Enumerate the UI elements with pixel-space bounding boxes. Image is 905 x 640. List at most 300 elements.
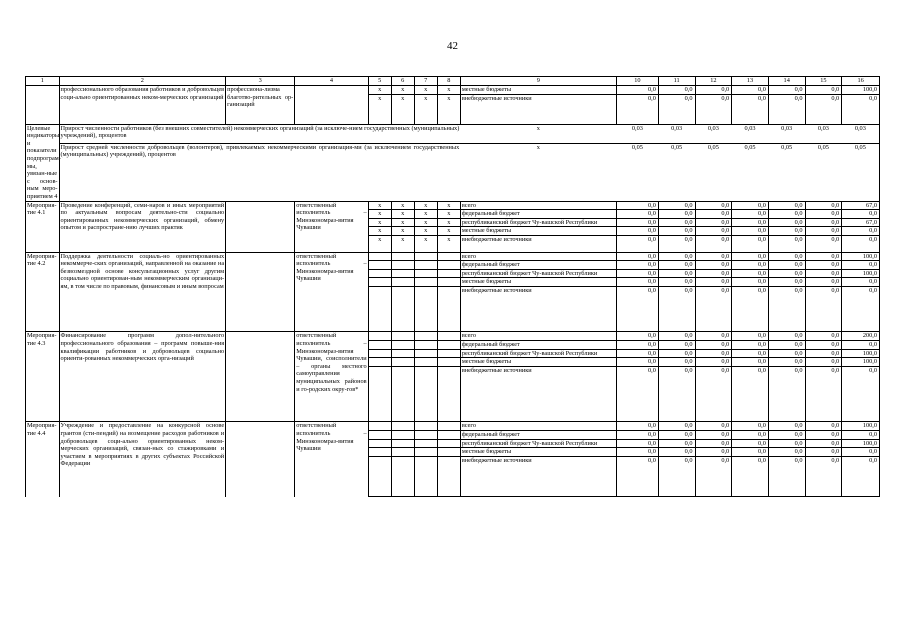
x-cell: x <box>391 201 414 210</box>
x-cell <box>437 422 460 431</box>
value-cell: 0,0 <box>732 456 769 497</box>
activity-desc: профессионального образования работников и добровольцев соци-ально ориентированных неком-мерческих организаций <box>59 86 226 125</box>
value-cell: 0,0 <box>768 269 805 278</box>
value-cell: 0,0 <box>616 439 658 448</box>
value-cell: 0,0 <box>658 341 695 350</box>
indicator-value: 0,05 <box>842 143 880 201</box>
header-cell: 6 <box>391 77 414 86</box>
x-cell: x <box>437 235 460 252</box>
activity-id: Мероприя-тие 4.2 <box>26 252 60 332</box>
x-cell <box>368 341 391 350</box>
value-cell: 0,0 <box>842 286 880 332</box>
x-cell <box>391 439 414 448</box>
value-cell: 0,0 <box>768 261 805 270</box>
value-cell: 0,0 <box>695 210 732 219</box>
value-cell: 0,0 <box>732 218 769 227</box>
value-cell: 0,0 <box>695 366 732 422</box>
value-cell: 0,0 <box>658 269 695 278</box>
value-cell: 0,0 <box>768 358 805 367</box>
x-cell <box>368 252 391 261</box>
source-cell: всего <box>460 332 616 341</box>
x-cell <box>391 422 414 431</box>
x-cell <box>368 278 391 287</box>
value-cell: 0,0 <box>805 332 842 341</box>
value-cell: 0,0 <box>732 94 769 124</box>
x-cell <box>437 261 460 270</box>
x-cell <box>368 439 391 448</box>
value-cell: 67,0 <box>842 201 880 210</box>
value-cell: 0,0 <box>732 261 769 270</box>
source-cell: внебюджетные источники <box>460 286 616 332</box>
value-cell: 0,0 <box>658 286 695 332</box>
value-cell: 0,0 <box>768 366 805 422</box>
value-cell: 0,0 <box>732 86 769 95</box>
x-cell: x <box>368 210 391 219</box>
source-cell: внебюджетные источники <box>460 456 616 497</box>
x-cell <box>391 358 414 367</box>
indicator-value: 0,03 <box>768 124 805 143</box>
x-cell: x <box>414 94 437 124</box>
value-cell: 0,0 <box>805 448 842 457</box>
x-cell: x <box>460 143 616 201</box>
activity-id: Мероприя-тие 4.1 <box>26 201 60 252</box>
value-cell: 0,0 <box>768 286 805 332</box>
x-cell: x <box>414 227 437 236</box>
activity-id: Мероприя-тие 4.4 <box>26 422 60 497</box>
value-cell: 0,0 <box>842 366 880 422</box>
activity-id: Мероприя-тие 4.3 <box>26 332 60 422</box>
value-cell: 0,0 <box>768 235 805 252</box>
empty-cell <box>26 86 60 125</box>
x-cell: x <box>368 201 391 210</box>
value-cell: 0,0 <box>732 422 769 431</box>
value-cell: 0,0 <box>805 439 842 448</box>
value-cell: 0,0 <box>695 278 732 287</box>
x-cell <box>391 431 414 440</box>
value-cell: 0,0 <box>768 210 805 219</box>
x-cell <box>414 439 437 448</box>
value-cell: 0,0 <box>616 341 658 350</box>
value-cell: 0,0 <box>616 227 658 236</box>
value-cell: 0,0 <box>732 286 769 332</box>
header-cell: 7 <box>414 77 437 86</box>
value-cell: 0,0 <box>768 422 805 431</box>
value-cell: 0,0 <box>768 332 805 341</box>
value-cell: 0,0 <box>658 218 695 227</box>
value-cell: 0,0 <box>805 286 842 332</box>
value-cell: 0,0 <box>805 261 842 270</box>
value-cell: 0,0 <box>658 94 695 124</box>
x-cell <box>368 358 391 367</box>
x-cell: x <box>391 94 414 124</box>
header-cell: 5 <box>368 77 391 86</box>
source-cell: федеральный бюджет <box>460 210 616 219</box>
indicator-value: 0,05 <box>695 143 732 201</box>
activity-desc: Проведение конференций, семи-наров и иных мероприятий по актуальным вопросам деятельно-сти социально ориентированных некоммерческих организаций, обмену опытом и распростране-нию лучших практик <box>59 201 226 252</box>
value-cell: 0,0 <box>616 431 658 440</box>
indicator-value: 0,03 <box>842 124 880 143</box>
value-cell: 0,0 <box>732 252 769 261</box>
value-cell: 0,0 <box>658 210 695 219</box>
value-cell: 0,0 <box>658 349 695 358</box>
value-cell: 100,0 <box>842 439 880 448</box>
value-cell: 100,0 <box>842 358 880 367</box>
value-cell: 0,0 <box>616 261 658 270</box>
value-cell: 0,0 <box>768 218 805 227</box>
value-cell: 100,0 <box>842 252 880 261</box>
x-cell <box>368 366 391 422</box>
x-cell: x <box>368 235 391 252</box>
x-cell <box>368 261 391 270</box>
value-cell: 0,0 <box>695 235 732 252</box>
x-cell <box>414 349 437 358</box>
x-cell <box>437 252 460 261</box>
x-cell: x <box>437 94 460 124</box>
value-cell: 0,0 <box>768 94 805 124</box>
x-cell <box>414 269 437 278</box>
value-cell: 0,0 <box>616 366 658 422</box>
x-cell <box>391 349 414 358</box>
x-cell <box>391 366 414 422</box>
x-cell: x <box>391 210 414 219</box>
x-cell: x <box>437 201 460 210</box>
x-cell <box>437 332 460 341</box>
header-cell: 15 <box>805 77 842 86</box>
goal-cell <box>226 201 295 252</box>
value-cell: 0,0 <box>805 456 842 497</box>
x-cell: x <box>391 235 414 252</box>
value-cell: 0,0 <box>732 227 769 236</box>
header-row <box>26 77 880 86</box>
value-cell: 0,0 <box>732 210 769 219</box>
header-cell: 10 <box>616 77 658 86</box>
value-cell: 0,0 <box>768 227 805 236</box>
x-cell: x <box>391 86 414 95</box>
value-cell: 0,0 <box>805 422 842 431</box>
value-cell: 0,0 <box>695 439 732 448</box>
value-cell: 100,0 <box>842 269 880 278</box>
activity-desc: Учреждение и предоставление на конкурсной основе грантов (сти-пендий) на возмещение расходов работников и добровольцев соци-ально ориентированных неком-мерческих организаций, связан-ных со стажировками и участием в мероприятиях в других субъектах Российской Федерации <box>59 422 226 497</box>
value-cell: 0,0 <box>805 252 842 261</box>
value-cell: 0,0 <box>805 278 842 287</box>
indicator-value: 0,03 <box>695 124 732 143</box>
value-cell: 0,0 <box>732 341 769 350</box>
table-row <box>26 201 880 210</box>
table-row <box>26 422 880 431</box>
x-cell <box>368 286 391 332</box>
value-cell: 0,0 <box>805 210 842 219</box>
x-cell: x <box>414 218 437 227</box>
source-cell: местные бюджеты <box>460 448 616 457</box>
x-cell: x <box>437 210 460 219</box>
value-cell: 0,0 <box>616 358 658 367</box>
x-cell: x <box>391 227 414 236</box>
x-cell: x <box>460 124 616 143</box>
x-cell <box>414 366 437 422</box>
value-cell: 0,0 <box>842 235 880 252</box>
value-cell: 0,0 <box>658 86 695 95</box>
source-cell: республиканский бюджет Чу-вашской Республики <box>460 218 616 227</box>
value-cell: 0,0 <box>768 278 805 287</box>
indicators-label: Целевые индикаторы и показатели подпрограм-мы, увязан-ные с основ-ным меро-приятием 4 <box>27 124 61 200</box>
x-cell <box>368 269 391 278</box>
value-cell: 0,0 <box>616 235 658 252</box>
source-cell: местные бюджеты <box>460 227 616 236</box>
value-cell: 0,0 <box>695 218 732 227</box>
x-cell <box>437 366 460 422</box>
responsible-cell: ответственный исполнитель – Минэкономраз-вития Чувашии <box>295 201 368 252</box>
header-cell: 12 <box>695 77 732 86</box>
x-cell: x <box>414 210 437 219</box>
value-cell: 0,0 <box>732 235 769 252</box>
x-cell <box>391 278 414 287</box>
value-cell: 0,0 <box>616 448 658 457</box>
value-cell: 0,0 <box>768 252 805 261</box>
value-cell: 0,0 <box>695 332 732 341</box>
value-cell: 0,0 <box>842 278 880 287</box>
value-cell: 0,0 <box>805 358 842 367</box>
x-cell <box>414 422 437 431</box>
value-cell: 0,0 <box>616 269 658 278</box>
value-cell: 0,0 <box>695 269 732 278</box>
value-cell: 0,0 <box>805 366 842 422</box>
x-cell <box>391 448 414 457</box>
x-cell <box>437 341 460 350</box>
value-cell: 0,0 <box>768 431 805 440</box>
source-cell: республиканский бюджет Чу-вашской Республики <box>460 349 616 358</box>
value-cell: 0,0 <box>768 201 805 210</box>
indicator-value: 0,03 <box>658 124 695 143</box>
responsible-cell: ответственный исполнитель – Минэкономраз-вития Чувашии <box>295 252 368 332</box>
indicator-text: Прирост средней численности добровольцев (волонтеров), привлекаемых некоммерческими организация-ми (за исключением государственных (муниципальных) учреждений), процентов <box>59 143 460 201</box>
value-cell: 0,0 <box>842 456 880 497</box>
x-cell <box>368 349 391 358</box>
indicator-value: 0,05 <box>768 143 805 201</box>
source-cell: федеральный бюджет <box>460 431 616 440</box>
x-cell <box>368 431 391 440</box>
value-cell: 0,0 <box>732 448 769 457</box>
source-cell: местные бюджеты <box>460 278 616 287</box>
responsible-cell: ответственный исполнитель – Минэкономраз-вития Чувашии, соисполнители – органы местного самоуправления муниципальных районов и го-родских окру-гов* <box>295 332 368 422</box>
value-cell: 0,0 <box>658 227 695 236</box>
value-cell: 0,0 <box>658 332 695 341</box>
x-cell <box>437 349 460 358</box>
indicator-value: 0,03 <box>732 124 769 143</box>
value-cell: 0,0 <box>768 448 805 457</box>
x-cell <box>414 358 437 367</box>
value-cell: 0,0 <box>805 94 842 124</box>
value-cell: 0,0 <box>658 252 695 261</box>
value-cell: 0,0 <box>658 278 695 287</box>
value-cell: 0,0 <box>695 349 732 358</box>
value-cell: 0,0 <box>616 86 658 95</box>
source-cell: внебюджетные источники <box>460 235 616 252</box>
header-cell: 4 <box>295 77 368 86</box>
value-cell: 100,0 <box>842 86 880 95</box>
x-cell <box>414 332 437 341</box>
value-cell: 0,0 <box>658 448 695 457</box>
value-cell: 0,0 <box>768 86 805 95</box>
value-cell: 0,0 <box>658 358 695 367</box>
source-cell: федеральный бюджет <box>460 261 616 270</box>
source-cell: внебюджетные источники <box>460 366 616 422</box>
value-cell: 0,0 <box>695 201 732 210</box>
value-cell: 0,0 <box>768 349 805 358</box>
value-cell: 0,0 <box>695 456 732 497</box>
goal-cell <box>226 252 295 332</box>
value-cell: 0,0 <box>616 278 658 287</box>
indicator-value: 0,05 <box>805 143 842 201</box>
value-cell: 0,0 <box>768 341 805 350</box>
x-cell: x <box>437 227 460 236</box>
indicator-row <box>26 143 880 201</box>
value-cell: 0,0 <box>732 358 769 367</box>
header-cell: 2 <box>59 77 226 86</box>
x-cell <box>368 422 391 431</box>
x-cell <box>437 269 460 278</box>
activity-desc: Финансирование программ допол-нительного профессионального образования – программ повыше-ния квалификации работников и добровольцев социально ориенти-рованных некоммерческих орга-низаций <box>59 332 226 422</box>
x-cell: x <box>414 201 437 210</box>
program-table <box>25 76 880 497</box>
x-cell: x <box>437 86 460 95</box>
x-cell: x <box>368 86 391 95</box>
value-cell: 0,0 <box>842 431 880 440</box>
value-cell: 0,0 <box>805 218 842 227</box>
value-cell: 0,0 <box>616 286 658 332</box>
x-cell: x <box>368 94 391 124</box>
x-cell <box>437 286 460 332</box>
source-cell: местные бюджеты <box>460 358 616 367</box>
x-cell <box>414 456 437 497</box>
x-cell <box>437 358 460 367</box>
value-cell: 0,0 <box>695 252 732 261</box>
x-cell <box>391 286 414 332</box>
x-cell <box>391 252 414 261</box>
value-cell: 0,0 <box>732 332 769 341</box>
value-cell: 0,0 <box>616 252 658 261</box>
indicator-value: 0,03 <box>616 124 658 143</box>
value-cell: 0,0 <box>658 366 695 422</box>
value-cell: 0,0 <box>732 201 769 210</box>
value-cell: 0,0 <box>695 431 732 440</box>
x-cell <box>414 431 437 440</box>
value-cell: 0,0 <box>695 358 732 367</box>
indicator-row <box>26 124 880 143</box>
x-cell <box>368 448 391 457</box>
header-cell: 9 <box>460 77 616 86</box>
value-cell: 0,0 <box>695 227 732 236</box>
header-cell: 11 <box>658 77 695 86</box>
x-cell <box>414 448 437 457</box>
value-cell: 0,0 <box>616 456 658 497</box>
indicator-value: 0,05 <box>658 143 695 201</box>
goal-cell: профессиона-лизма благотво-рительных ор-ганизаций <box>226 86 295 125</box>
value-cell: 0,0 <box>616 349 658 358</box>
value-cell: 0,0 <box>732 366 769 422</box>
value-cell: 0,0 <box>842 227 880 236</box>
value-cell: 0,0 <box>616 201 658 210</box>
header-cell: 1 <box>26 77 60 86</box>
source-cell: республиканский бюджет Чу-вашской Республики <box>460 439 616 448</box>
value-cell: 0,0 <box>805 86 842 95</box>
value-cell: 0,0 <box>658 261 695 270</box>
value-cell: 0,0 <box>805 269 842 278</box>
header-cell: 14 <box>768 77 805 86</box>
value-cell: 0,0 <box>616 210 658 219</box>
value-cell: 0,0 <box>805 349 842 358</box>
value-cell: 0,0 <box>732 278 769 287</box>
value-cell: 0,0 <box>695 94 732 124</box>
activity-desc: Поддержка деятельности социаль-но ориентированных некоммерче-ских организаций, направленной на оказание на безвозмездной основе консультационных услуг другим социально ориентирован-ным некоммерческим организаци-ям, в том числе по правовым, финансовым и иным вопросам <box>59 252 226 332</box>
source-cell: внебюджетные источники <box>460 94 616 124</box>
x-cell <box>368 332 391 341</box>
value-cell: 0,0 <box>695 448 732 457</box>
value-cell: 0,0 <box>695 286 732 332</box>
value-cell: 100,0 <box>842 422 880 431</box>
value-cell: 0,0 <box>616 332 658 341</box>
value-cell: 67,0 <box>842 218 880 227</box>
value-cell: 0,0 <box>658 431 695 440</box>
source-cell: местные бюджеты <box>460 86 616 95</box>
value-cell: 0,0 <box>805 235 842 252</box>
value-cell: 0,0 <box>695 86 732 95</box>
value-cell: 0,0 <box>805 431 842 440</box>
value-cell: 0,0 <box>842 261 880 270</box>
x-cell <box>414 278 437 287</box>
x-cell <box>437 439 460 448</box>
value-cell: 0,0 <box>616 422 658 431</box>
indicator-text: Прирост численности работников (без внешних совместителей) некоммерческих организаций (за исключе-нием государственных (муниципальных) учреждений), процентов <box>59 124 460 143</box>
x-cell <box>437 456 460 497</box>
table-row <box>26 252 880 261</box>
x-cell <box>414 286 437 332</box>
x-cell <box>391 332 414 341</box>
x-cell <box>391 341 414 350</box>
value-cell: 0,0 <box>732 431 769 440</box>
source-cell: всего <box>460 201 616 210</box>
value-cell: 0,0 <box>805 341 842 350</box>
source-cell: федеральный бюджет <box>460 341 616 350</box>
value-cell: 0,0 <box>842 210 880 219</box>
indicator-value: 0,05 <box>732 143 769 201</box>
value-cell: 0,0 <box>695 261 732 270</box>
empty-cell <box>295 86 368 125</box>
table-row <box>26 332 880 341</box>
x-cell: x <box>368 227 391 236</box>
value-cell: 0,0 <box>805 201 842 210</box>
x-cell <box>414 341 437 350</box>
x-cell <box>437 278 460 287</box>
source-cell: всего <box>460 252 616 261</box>
goal-cell <box>226 422 295 497</box>
x-cell <box>391 269 414 278</box>
page-number: 42 <box>447 40 458 52</box>
header-cell: 3 <box>226 77 295 86</box>
value-cell: 0,0 <box>842 341 880 350</box>
value-cell: 0,0 <box>732 269 769 278</box>
value-cell: 100,0 <box>842 349 880 358</box>
value-cell: 0,0 <box>732 439 769 448</box>
header-cell: 16 <box>842 77 880 86</box>
table-row <box>26 86 880 95</box>
source-cell: республиканский бюджет Чу-вашской Республики <box>460 269 616 278</box>
value-cell: 0,0 <box>658 456 695 497</box>
x-cell <box>368 456 391 497</box>
value-cell: 0,0 <box>842 448 880 457</box>
x-cell <box>414 261 437 270</box>
indicator-value: 0,03 <box>805 124 842 143</box>
x-cell <box>414 252 437 261</box>
